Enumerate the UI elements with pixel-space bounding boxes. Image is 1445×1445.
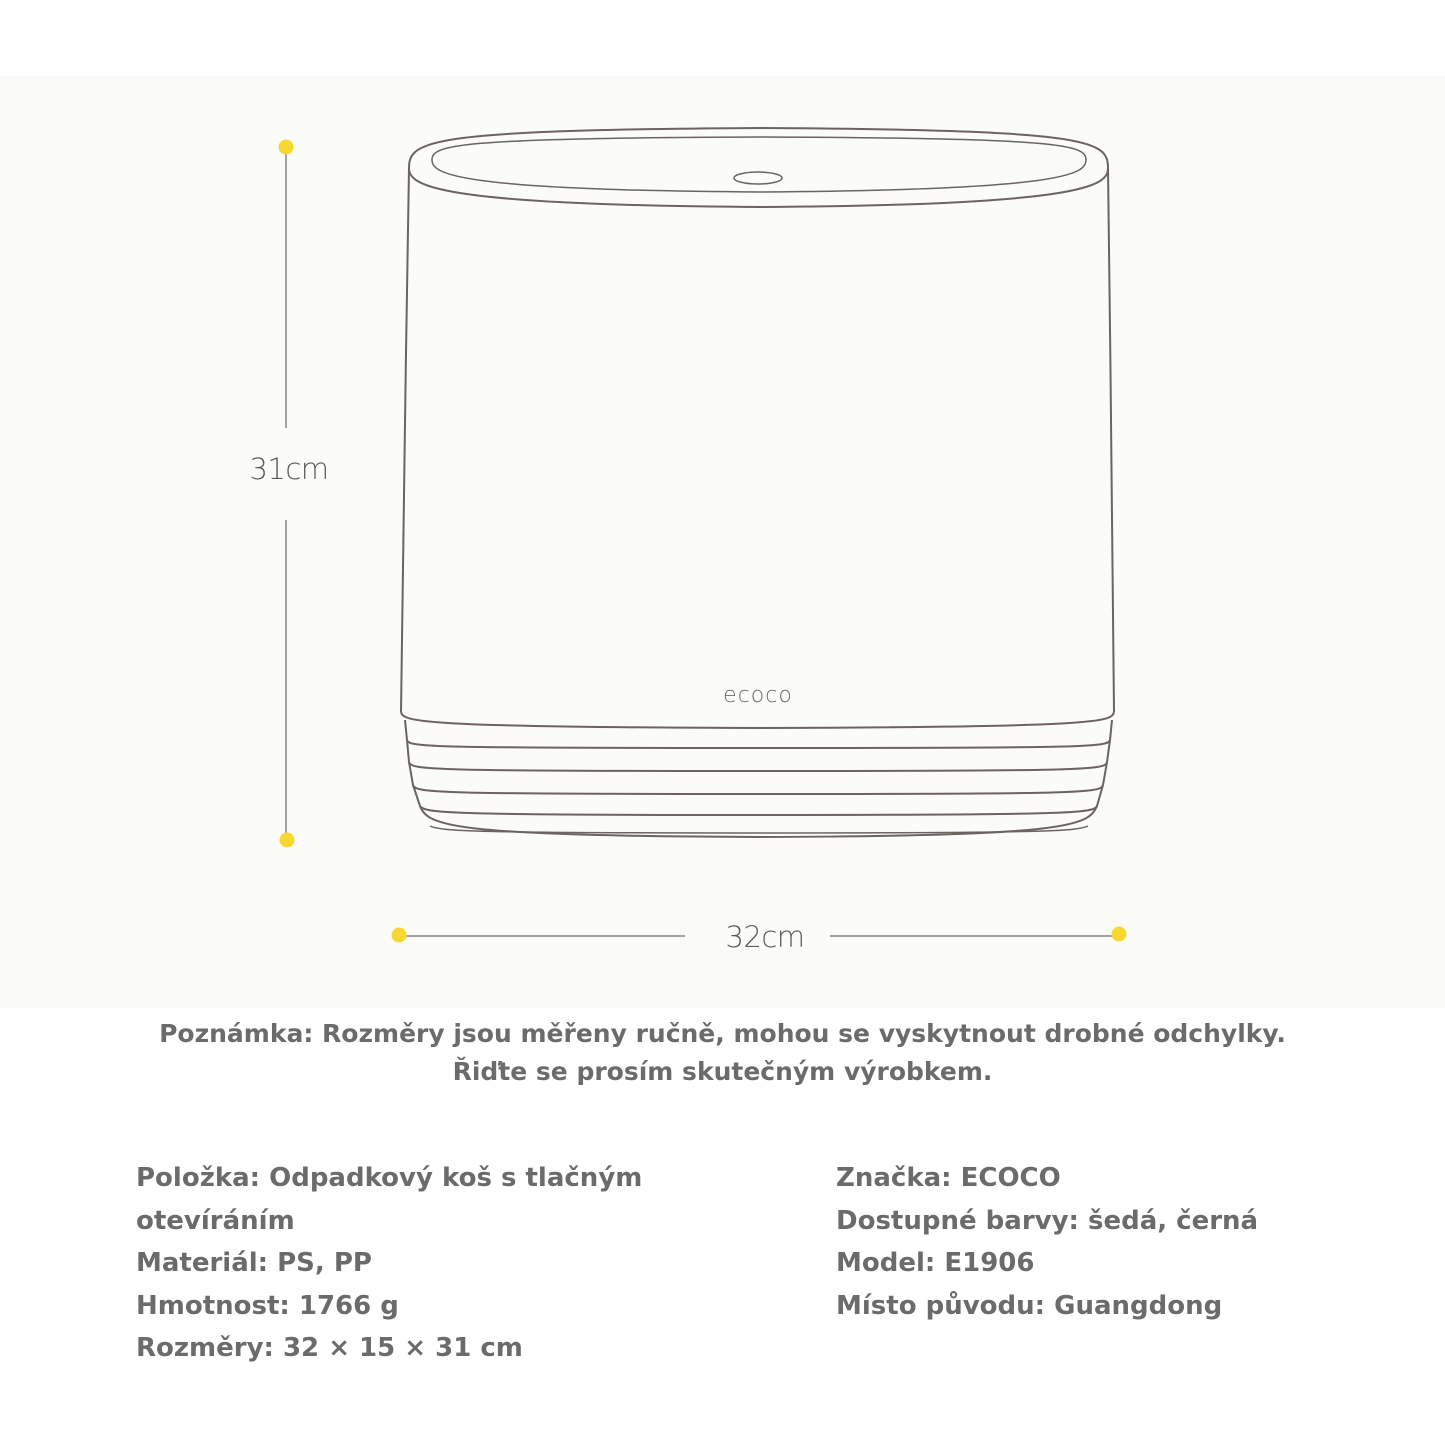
spec-item: Rozměry: 32 × 15 × 31 cm [136, 1333, 523, 1363]
height-marker-top [279, 140, 294, 155]
body-right-side [1108, 168, 1114, 712]
lid-outer [409, 128, 1108, 207]
spec-list-right [836, 1157, 1356, 1327]
base-rib-3 [409, 762, 1107, 794]
bin-outline [401, 128, 1114, 837]
body-bottom-edge [401, 712, 1114, 728]
brand-logo: ecoco [723, 683, 793, 708]
measurement-note [60, 1015, 1385, 1091]
width-marker-right [1112, 927, 1127, 942]
spec-item: Místo původu: Guangdong [836, 1290, 1223, 1321]
spec-item: Položka: Odpadkový koš s tlačným [136, 1163, 643, 1193]
width-dimension-label: 32cm [725, 920, 805, 954]
spec-item: Dostupné barvy: šedá, černá [836, 1205, 1259, 1236]
push-button [734, 172, 782, 184]
spec-list-left [136, 1157, 696, 1370]
spec-item: Materiál: PS, PP [136, 1248, 372, 1278]
base-rib-4 [413, 785, 1103, 815]
base-rib-1 [405, 720, 1112, 748]
spec-item: Značka: ECOCO [836, 1163, 1061, 1193]
note-line-2: Řiďte se prosím skutečným výrobkem. [452, 1057, 993, 1086]
spec-item: Model: E1906 [836, 1248, 1035, 1278]
base-bottom-line [430, 826, 1088, 833]
height-dimension-label: 31cm [249, 452, 329, 486]
height-marker-bottom [280, 833, 295, 848]
body-left-side [401, 168, 409, 712]
note-line-1: Poznámka: Rozměry jsou měřeny ručně, mohou se vyskytnout drobné odchylky. [159, 1019, 1286, 1048]
spec-item: Hmotnost: 1766 g [136, 1290, 399, 1321]
base-rib-2 [407, 740, 1110, 771]
height-dimension [279, 140, 295, 848]
spec-item: otevíráním [136, 1205, 295, 1236]
width-marker-left [392, 928, 407, 943]
